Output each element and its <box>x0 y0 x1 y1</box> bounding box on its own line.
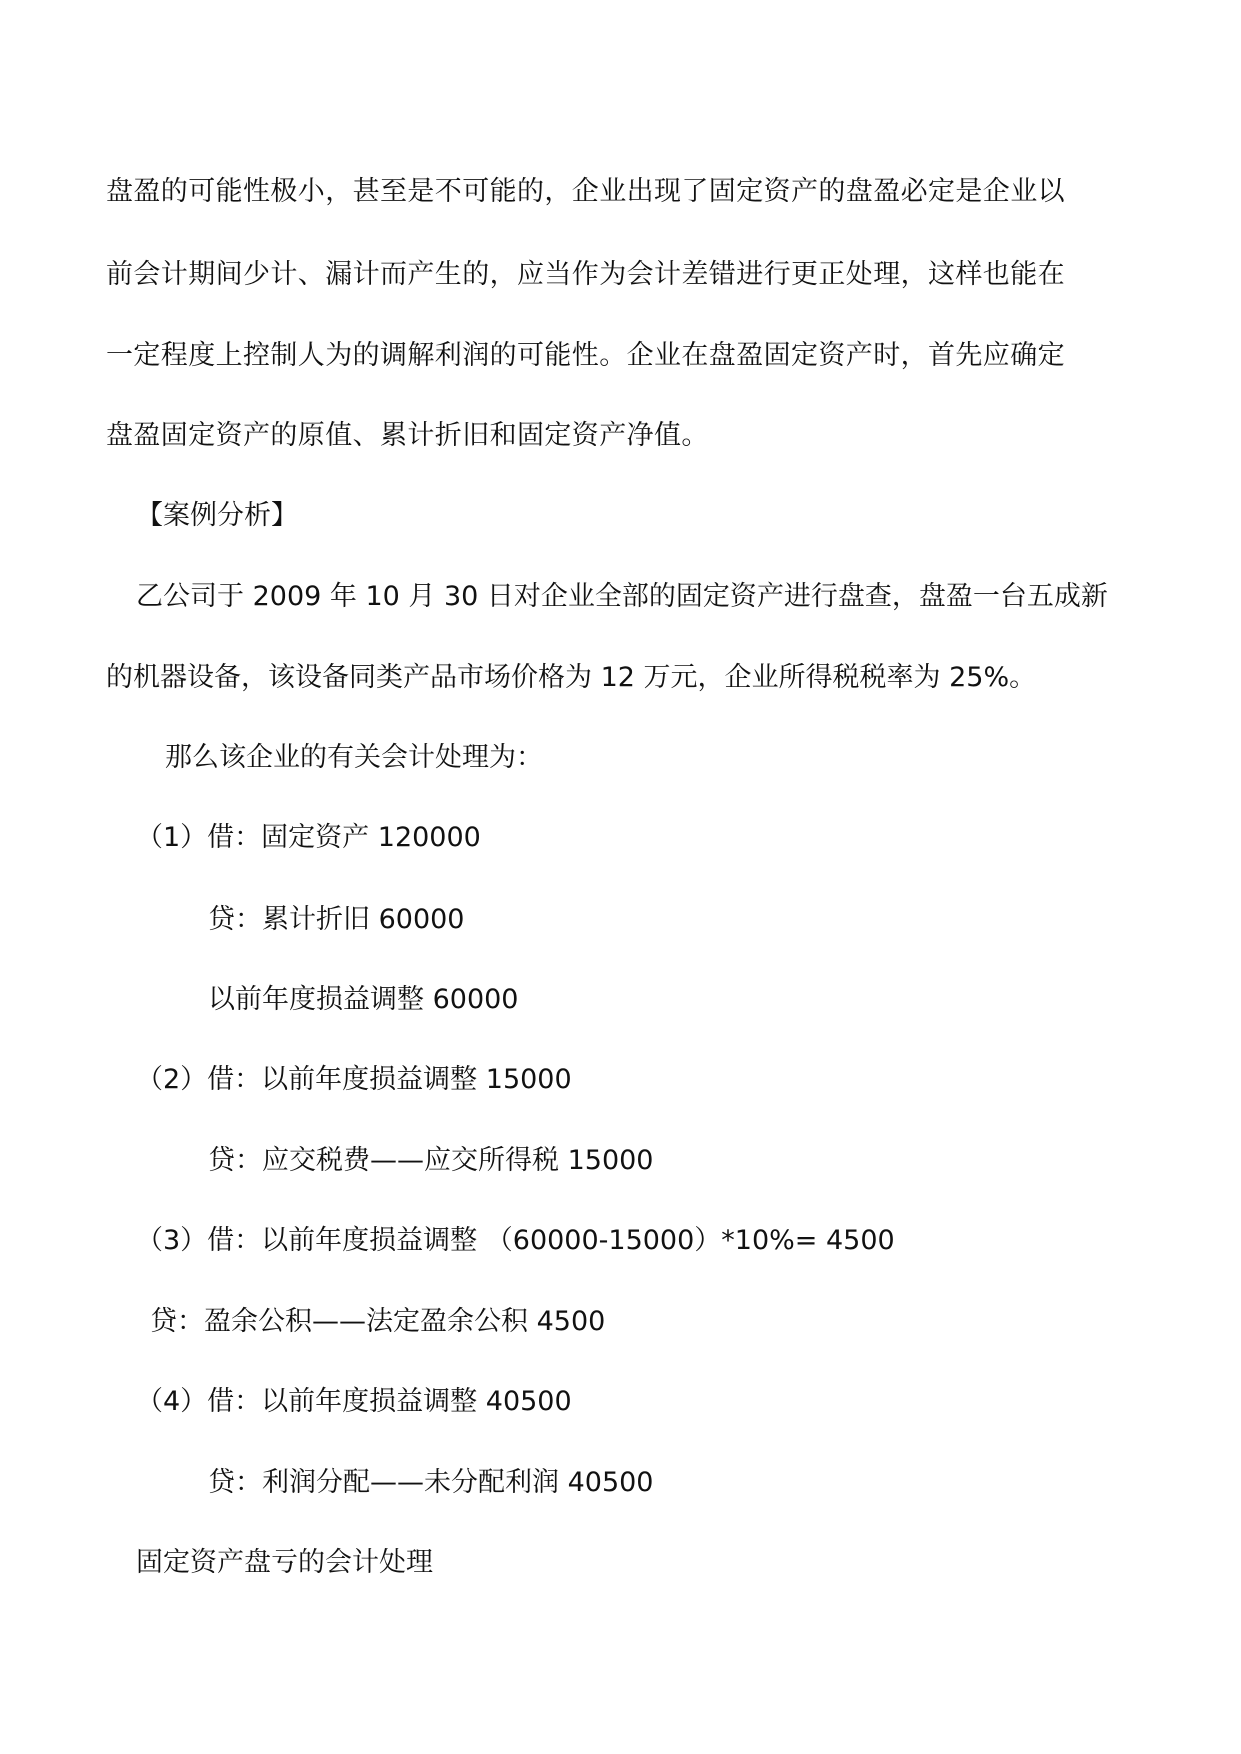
entry-3-debit: （3）借：以前年度损益调整 （60000-15000）*10%= 4500 <box>136 1225 895 1256</box>
case-line-1: 乙公司于 2009 年 10 月 30 日对企业全部的固定资产进行盘查，盘盈一台五成新 <box>136 581 1108 612</box>
paragraph-line-1: 盘盈的可能性极小，甚至是不可能的，企业出现了固定资产的盘盈必定是企业以 <box>106 176 1065 207</box>
entry-4-debit: （4）借：以前年度损益调整 40500 <box>136 1386 572 1417</box>
entry-2-debit: （2）借：以前年度损益调整 15000 <box>136 1064 572 1095</box>
entry-2-credit: 贷：应交税费——应交所得税 15000 <box>208 1145 654 1176</box>
entry-1-debit: （1）借：固定资产 120000 <box>136 822 481 853</box>
paragraph-line-2: 前会计期间少计、漏计而产生的，应当作为会计差错进行更正处理，这样也能在 <box>106 259 1065 290</box>
case-analysis-heading: 【案例分析】 <box>136 500 298 531</box>
entry-1-credit-1: 贷：累计折旧 60000 <box>208 904 465 935</box>
paragraph-line-3: 一定程度上控制人为的调解利润的可能性。企业在盘盈固定资产时，首先应确定 <box>106 340 1065 371</box>
accounting-intro: 那么该企业的有关会计处理为： <box>165 742 543 773</box>
entry-1-credit-2: 以前年度损益调整 60000 <box>208 984 519 1015</box>
case-line-2: 的机器设备，该设备同类产品市场价格为 12 万元，企业所得税税率为 25%。 <box>106 662 1037 693</box>
section-title: 固定资产盘亏的会计处理 <box>136 1547 433 1578</box>
entry-4-credit: 贷：利润分配——未分配利润 40500 <box>208 1467 654 1498</box>
entry-3-credit: 贷：盈余公积——法定盈余公积 4500 <box>150 1306 606 1337</box>
paragraph-line-4: 盘盈固定资产的原值、累计折旧和固定资产净值。 <box>106 420 709 451</box>
